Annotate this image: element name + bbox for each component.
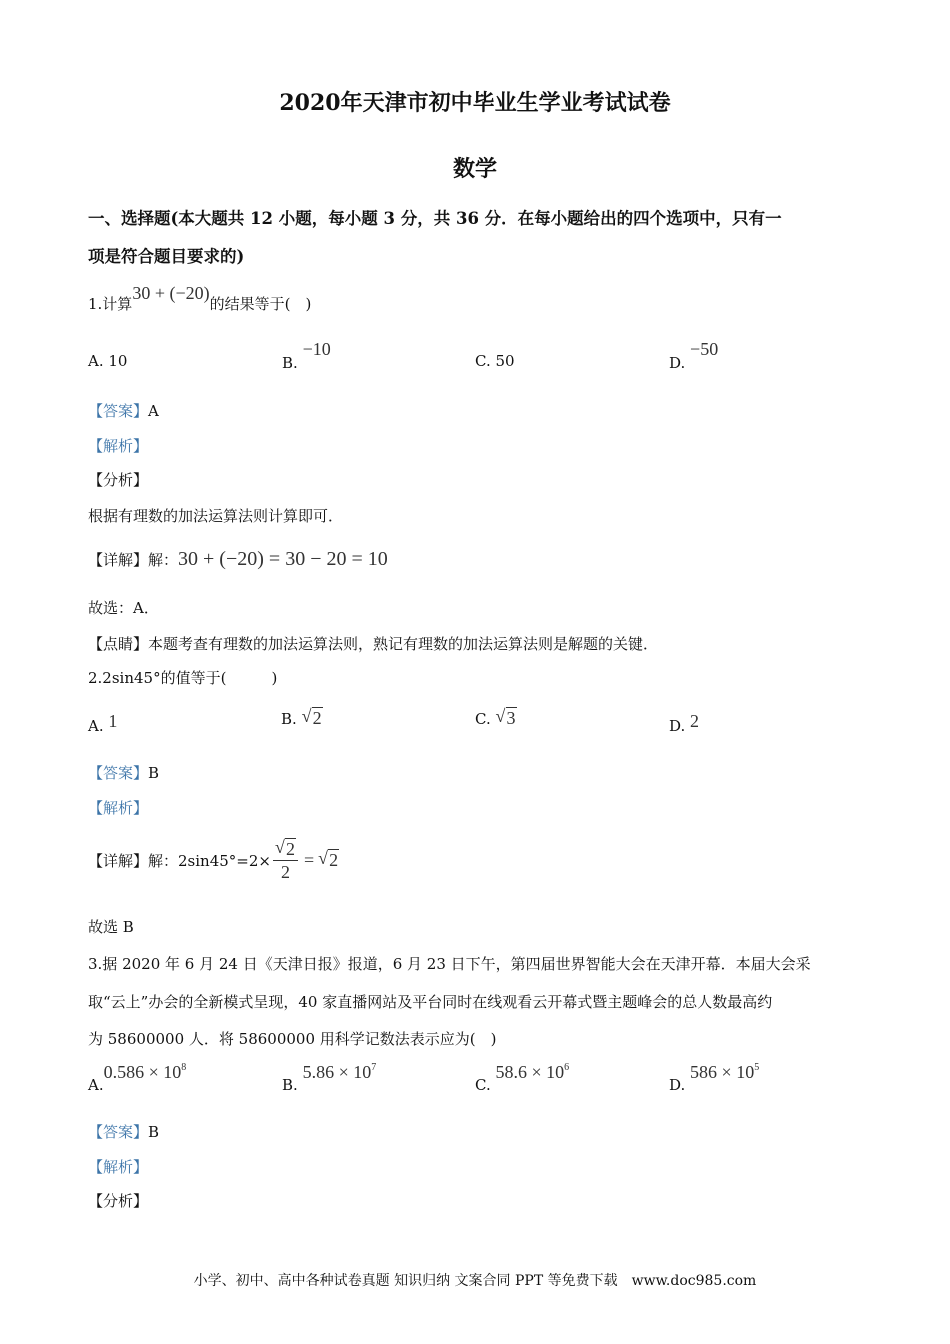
page-title: 2020年天津市初中毕业生学业考试试卷	[279, 90, 671, 116]
q1-detail: 【详解】解：30 + (−20) = 30 − 20 = 10	[88, 548, 388, 570]
q2-conclusion: 故选 B	[88, 918, 134, 936]
q2-sqrt-c: √ 3	[495, 706, 516, 728]
q1-suffix: 的结果等于( )	[209, 295, 312, 313]
q2-option-a: A. 1	[88, 711, 118, 735]
q3-option-b: B. $5.86 \times 10^7$	[282, 1062, 377, 1094]
q2-fraction: √ 2 2	[273, 838, 298, 883]
q3-stem-line1: 3.据 2020 年 6 月 24 日《天津日报》报道，6 月 23 日下午，第四届世界智能大会在天津开幕．本届大会采	[88, 955, 811, 973]
section-heading-line2: 项是符合题目要求的)	[88, 247, 245, 266]
q2-stem: 2.2sin45°的值等于( )	[88, 669, 278, 687]
q2-answer: 【答案】B	[88, 764, 160, 782]
q1-method: 根据有理数的加法运算法则计算即可．	[88, 507, 344, 525]
q1-expression: 30 + (−20)	[132, 283, 210, 303]
q3-answer: 【答案】B	[88, 1123, 160, 1141]
q1-answer: 【答案】A	[88, 402, 159, 420]
q3-stem-line3: 为 58600000 人．将 58600000 用科学记数法表示应为( )	[88, 1030, 497, 1048]
q1-prefix: 1.计算	[88, 295, 133, 313]
q1-option-d: D. −50	[669, 339, 719, 372]
footer-link[interactable]: 小学、初中、高中各种试卷真题 知识归纳 文案合同 PPT 等免费下载 www.doc985.com	[193, 1273, 757, 1289]
q1-option-a: A. 10	[88, 352, 128, 370]
q1-option-b: B. −10	[282, 339, 331, 372]
section-heading-line1: 一、选择题(本大题共 12 小题，每小题 3 分，共 36 分．在每小题给出的四个选项中，只有一	[88, 209, 782, 228]
q1-conclusion: 故选：A．	[88, 599, 159, 617]
q2-option-b: B. √ 2	[281, 706, 322, 728]
q2-result: √ 2	[318, 848, 339, 870]
q2-analysis-tag: 【解析】	[88, 799, 149, 817]
q3-fenxi-tag: 【分析】	[88, 1192, 149, 1210]
q2-option-c: C. √ 3	[475, 706, 516, 728]
q2-option-d: D. 2	[669, 711, 700, 735]
q1-fenxi-tag: 【分析】	[88, 471, 149, 489]
q3-option-c: C. $58.6 \times 10^6$	[475, 1062, 570, 1094]
q2-sqrt-b: √ 2	[301, 706, 322, 728]
q3-option-a: $A.0.586 \times 10^8$	[88, 1062, 187, 1094]
q1-analysis-tag: 【解析】	[88, 437, 149, 455]
subject-title: 数学	[452, 156, 497, 182]
q1-dianjing: 【点睛】本题考查有理数的加法运算法则，熟记有理数的加法运算法则是解题的关键．	[88, 635, 659, 653]
q1-option-c: C. 50	[475, 352, 515, 370]
q3-stem-line2: 取“云上”办会的全新模式呈现，40 家直播网站及平台同时在线观看云开幕式暨主题峰会的总人数最高约	[88, 993, 773, 1011]
q3-analysis-tag: 【解析】	[88, 1158, 149, 1176]
q1-stem	[88, 283, 312, 314]
q2-detail: 【详解】 解：2sin45°=2× √ 2 2 = √ 2	[88, 837, 339, 882]
q3-option-d: D. $586 \times 10^5$	[669, 1062, 760, 1094]
